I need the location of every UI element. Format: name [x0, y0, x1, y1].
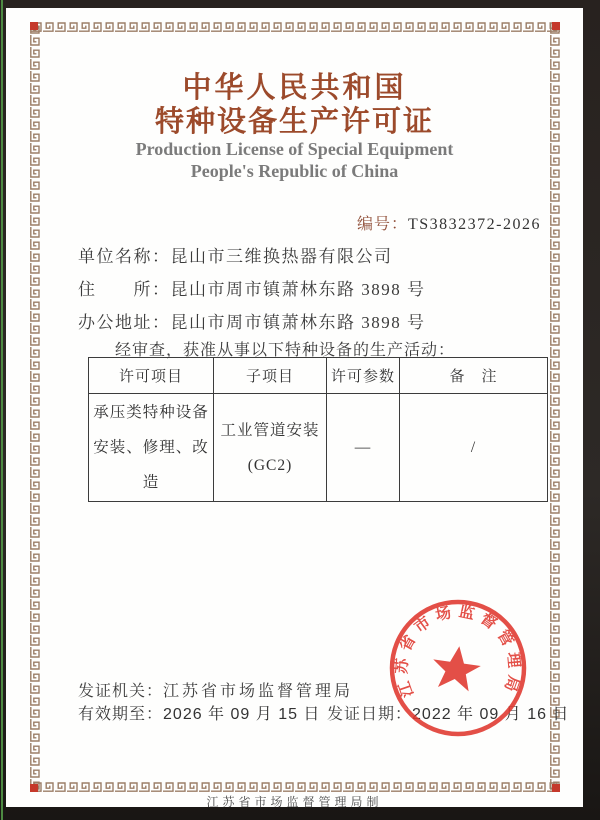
issue-date-value: 2022 年 09 月 16 日	[412, 706, 570, 723]
scan-edge-artifact	[1, 0, 3, 820]
valid-until-date: 2026 年 09 月 15 日	[163, 706, 321, 723]
license-number-line	[357, 211, 541, 234]
border-corner-bottom-right	[552, 784, 560, 792]
title-en-line2: People's Republic of China	[190, 161, 399, 181]
issuing-authority-value: 江苏省市场监督管理局	[163, 683, 354, 700]
border-corner-bottom-left	[30, 784, 38, 792]
header-permitted-project: 许可项目	[89, 358, 214, 394]
title-en-line1: Production License of Special Equipment	[135, 139, 454, 159]
seal-text: 江苏省市场监督管理局	[393, 603, 523, 700]
title-cn-line1: 中华人民共和国	[182, 72, 407, 104]
project-line1: 承压类特种设备	[93, 404, 209, 421]
company-name-label: 单位名称：	[78, 247, 171, 266]
border-corner-top-left	[30, 22, 38, 30]
approval-statement: 经审查，获准从事以下特种设备的生产活动：	[115, 342, 456, 359]
office-address-line	[78, 308, 426, 333]
subproject-line1: 工业管道安装	[220, 421, 320, 439]
header-remarks: 备 注	[400, 358, 548, 394]
office-address-label: 办公地址：	[78, 313, 171, 332]
address-value: 昆山市周市镇萧林东路 3898 号	[170, 280, 426, 299]
cell-sub-project	[214, 394, 327, 502]
header-permitted-parameters: 许可参数	[327, 358, 400, 394]
license-number-value: TS3832372-2026	[408, 216, 541, 233]
border-corner-top-right	[552, 22, 560, 30]
cell-permitted-parameters: —	[327, 394, 400, 502]
company-name-value: 昆山市三维换热器有限公司	[170, 247, 393, 266]
cell-remarks: /	[400, 394, 548, 502]
table-header-row	[89, 358, 548, 394]
table-row	[89, 394, 548, 502]
office-address-value: 昆山市周市镇萧林东路 3898 号	[170, 313, 426, 332]
address-line	[78, 275, 426, 300]
address-label: 住 所：	[78, 280, 171, 299]
title-cn-line2: 特种设备生产许可证	[154, 106, 434, 138]
certificate-page	[6, 8, 583, 807]
valid-until-line	[78, 701, 320, 724]
issue-date-label: 发证日期：	[327, 706, 413, 723]
issuing-authority-label: 发证机关：	[78, 683, 164, 700]
cell-permitted-project	[89, 394, 214, 502]
company-name-line	[78, 242, 393, 267]
valid-until-label: 有效期至：	[78, 706, 164, 723]
issuing-authority-line	[78, 678, 353, 701]
project-line2: 安装、修理、改造	[93, 439, 209, 491]
issuer-note: 江苏省市场监督管理局制	[206, 795, 383, 809]
official-seal	[383, 593, 533, 743]
seal-star-icon	[430, 643, 484, 693]
subproject-line2: (GC2)	[247, 456, 293, 474]
license-number-label: 编号：	[356, 216, 408, 233]
header-sub-project: 子项目	[214, 358, 327, 394]
license-scope-table	[88, 357, 548, 502]
